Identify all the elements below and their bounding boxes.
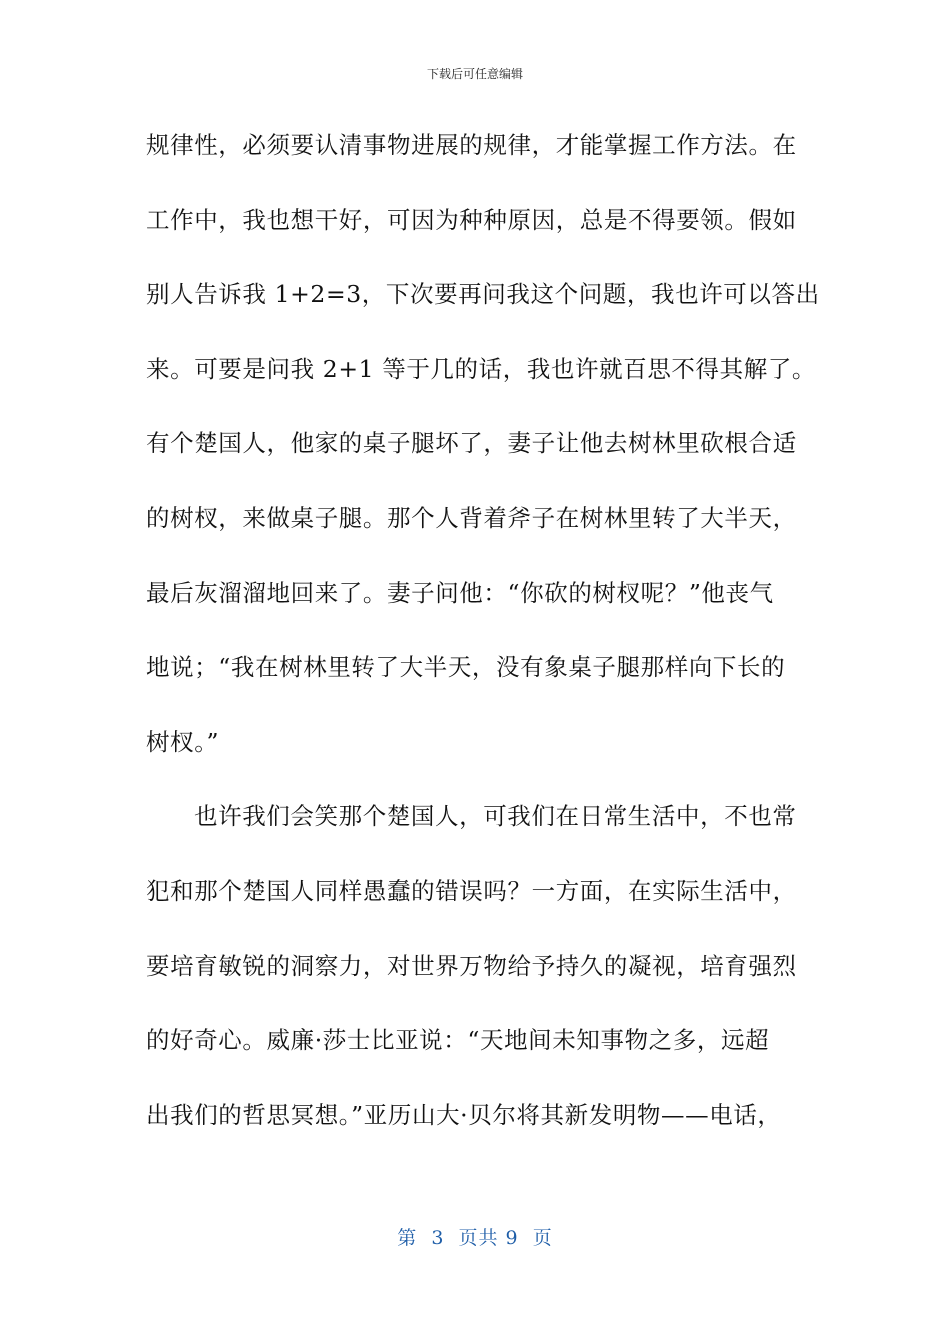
text-line: 最后灰溜溜地回来了。妻子问他：“你砍的树杈呢？”他丧气 <box>146 578 774 607</box>
text-line: 来。可要是问我 2+1 等于几的话，我也许就百思不得其解了。 <box>146 354 817 383</box>
text-line: 规律性，必须要认清事物进展的规律，才能掌握工作方法。在 <box>146 131 797 159</box>
text-line: 有个楚国人，他家的桌子腿坏了，妻子让他去树林里砍根合适 <box>146 429 797 458</box>
text-line: 树杈。” <box>146 727 220 756</box>
text-line: 地说；“我在树林里转了大半天，没有象桌子腿那样向下长的 <box>146 653 786 682</box>
text-line: 的好奇心。威廉·莎士比亚说：“天地间未知事物之多，远超 <box>146 1026 770 1055</box>
paragraph-first-line: 也许我们会笑那个楚国人，可我们在日常生活中，不也常 <box>194 802 797 831</box>
text-line: 要培育敏锐的洞察力，对世界万物给予持久的凝视，培育强烈 <box>146 951 797 980</box>
page-number-footer: 第 3 页共 9 页 <box>397 1227 553 1249</box>
document-body <box>146 121 820 1165</box>
text-line: 出我们的哲思冥想。”亚历山大·贝尔将其新发明物——电话， <box>146 1100 782 1129</box>
text-line: 犯和那个楚国人同样愚蠢的错误吗？一方面，在实际生活中， <box>146 876 797 905</box>
text-line: 别人告诉我 1+2=3，下次要再问我这个问题，我也许可以答出 <box>146 280 820 309</box>
page-header-note: 下载后可任意编辑 <box>426 67 523 81</box>
text-line: 工作中，我也想干好，可因为种种原因，总是不得要领。假如 <box>146 205 797 234</box>
text-line: 的树杈，来做桌子腿。那个人背着斧子在树林里转了大半天， <box>146 503 797 532</box>
